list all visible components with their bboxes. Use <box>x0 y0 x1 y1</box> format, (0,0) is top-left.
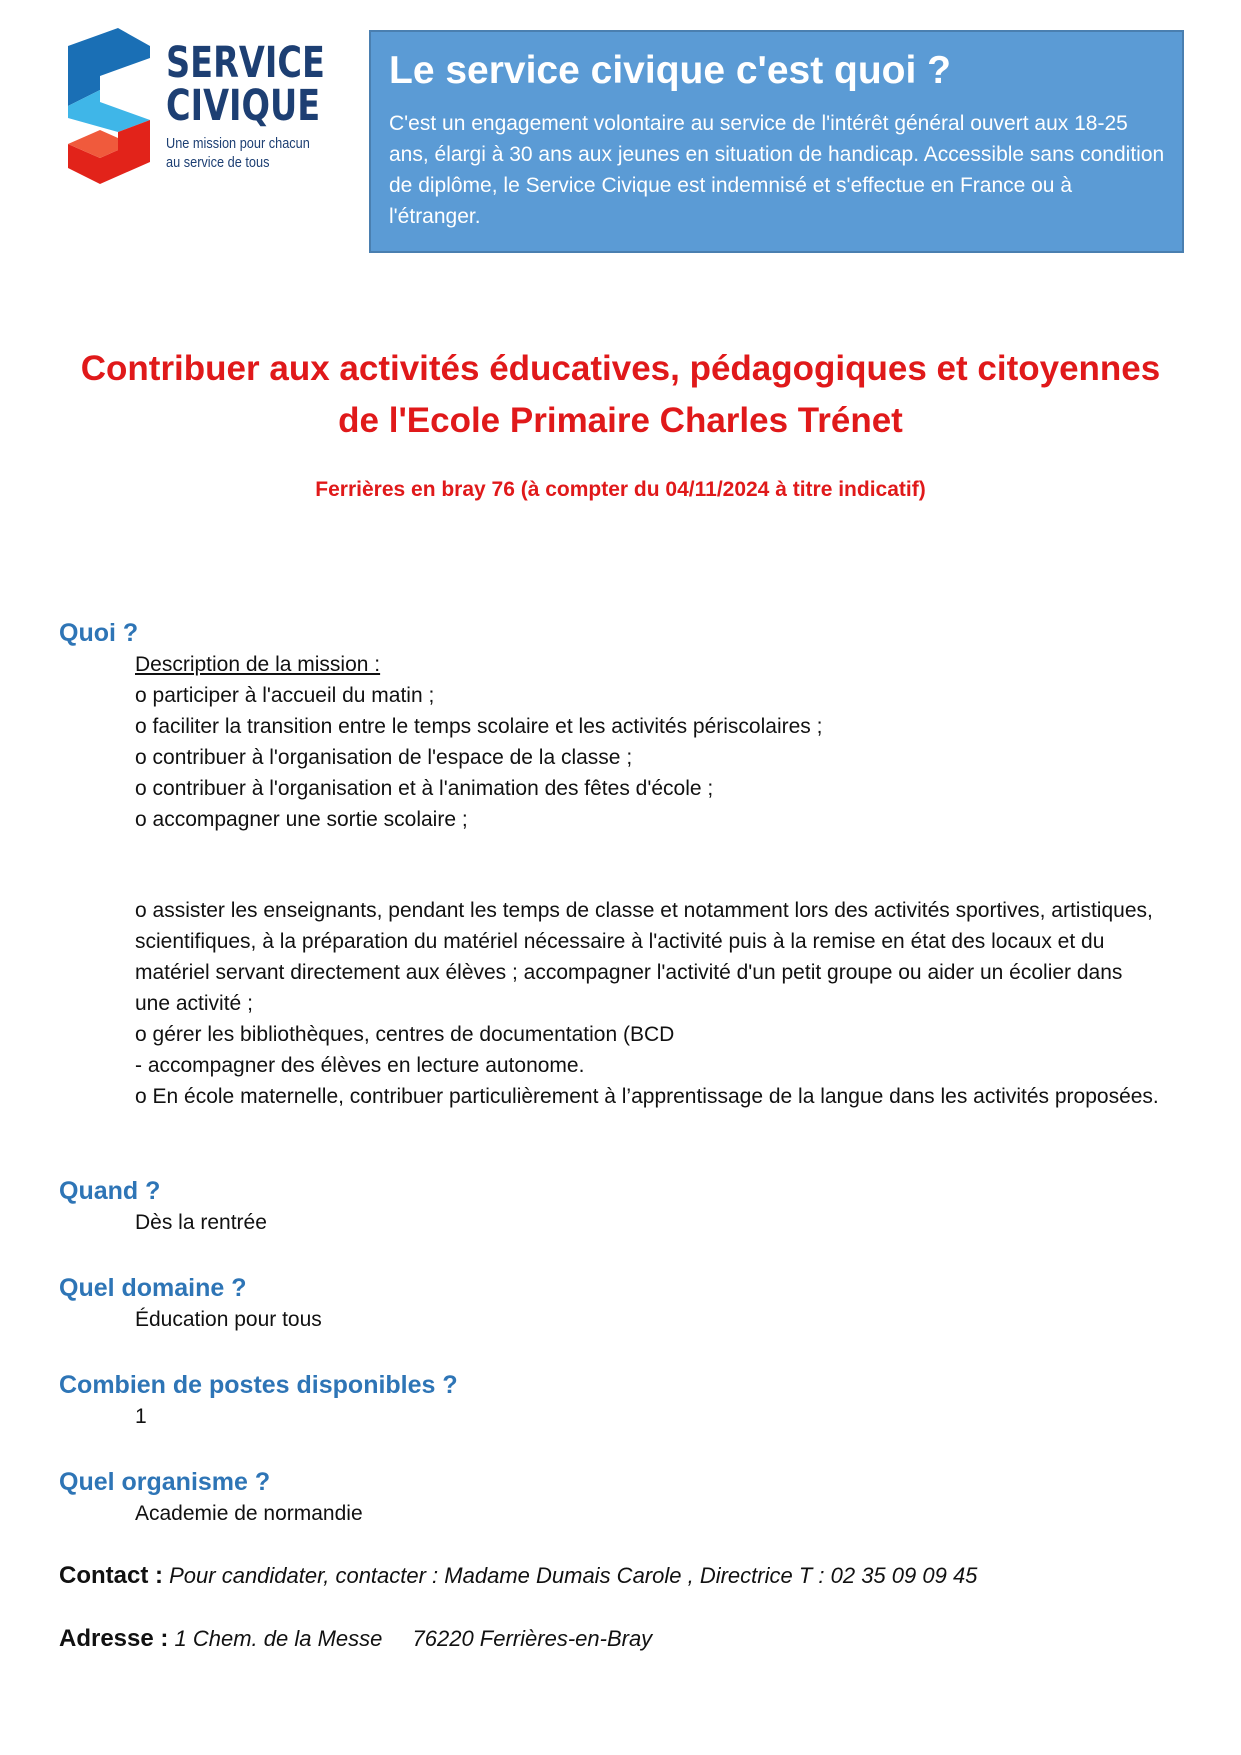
logo-title-line2: CIVIQUE <box>166 81 321 131</box>
quand-value: Dès la rentrée <box>135 1211 267 1234</box>
list-item: o participer à l'accueil du matin ; <box>135 684 435 707</box>
section-heading-quoi: Quoi ? <box>59 619 139 647</box>
list-item: o assister les enseignants, pendant les temps de classe et notamment lors des activités sportives, artistiques, scientifiques, à la préparation du matériel nécessaire à l'activité puis à la remise en état des locaux et du matériel servant directement aux élèves ; accompagner l'activité d'un petit groupe ou aider un écolier dans une activité ; <box>135 899 1153 1015</box>
list-item: o contribuer à l'organisation de l'espace de la classe ; <box>135 746 633 769</box>
address-line <box>59 1624 652 1654</box>
section-domaine <box>59 1272 322 1335</box>
info-box-title: Le service civique c'est quoi ? <box>389 49 951 92</box>
address-label: Adresse : <box>59 1625 169 1652</box>
section-heading-postes: Combien de postes disponibles ? <box>59 1371 458 1399</box>
list-item: o contribuer à l'organisation et à l'animation des fêtes d'école ; <box>135 777 714 800</box>
address-street: 1 Chem. de la Messe <box>174 1626 383 1651</box>
address-city: 76220 Ferrières-en-Bray <box>412 1626 653 1651</box>
description-heading: Description de la mission : <box>135 653 381 676</box>
mission-title-line2: de l'Ecole Primaire Charles Trénet <box>338 401 903 440</box>
service-civique-logo-icon <box>58 28 158 188</box>
list-item: - accompagner des élèves en lecture autonome. <box>135 1054 585 1077</box>
service-civique-logo <box>58 28 328 188</box>
list-item: o En école maternelle, contribuer particulièrement à l’apprentissage de la langue dans les activités proposées. <box>135 1085 1159 1108</box>
contact-label: Contact : <box>59 1562 163 1589</box>
info-box <box>369 30 1184 253</box>
section-heading-organisme: Quel organisme ? <box>59 1468 271 1496</box>
mission-description <box>135 649 1159 1112</box>
contact-value: Pour candidater, contacter : Madame Dumais Carole , Directrice T : 02 35 09 09 45 <box>169 1563 978 1588</box>
list-item: o faciliter la transition entre le temps scolaire et les activités périscolaires ; <box>135 715 823 738</box>
section-heading-quand: Quand ? <box>59 1177 161 1205</box>
list-item: o accompagner une sortie scolaire ; <box>135 808 468 831</box>
organisme-value: Academie de normandie <box>135 1502 363 1525</box>
list-item: o gérer les bibliothèques, centres de documentation (BCD <box>135 1023 675 1046</box>
spacer <box>135 835 1159 895</box>
logo-title-line1: SERVICE <box>166 38 325 88</box>
logo-text <box>166 38 370 172</box>
section-postes <box>59 1369 458 1432</box>
logo-tagline-line2: au service de tous <box>166 154 270 171</box>
mission-subtitle: Ferrières en bray 76 (à compter du 04/11/2024 à titre indicatif) <box>315 478 926 501</box>
info-box-text: C'est un engagement volontaire au service de l'intérêt général ouvert aux 18-25 ans, élargi à 30 ans aux jeunes en situation de handicap. Accessible sans condition de diplôme, le Service Civique est indemnisé et s'effectue en France ou à l'étranger. <box>389 112 1165 228</box>
logo-tagline-line1: Une mission pour chacun <box>166 135 310 152</box>
contact-line <box>59 1561 977 1591</box>
domaine-value: Éducation pour tous <box>135 1308 322 1331</box>
postes-value: 1 <box>135 1405 147 1428</box>
section-quoi <box>59 617 1159 1112</box>
mission-title-line1: Contribuer aux activités éducatives, pédagogiques et citoyennes <box>80 349 1161 388</box>
mission-title <box>30 343 1211 447</box>
section-quand <box>59 1175 267 1238</box>
section-heading-domaine: Quel domaine ? <box>59 1274 247 1302</box>
section-organisme <box>59 1466 363 1529</box>
